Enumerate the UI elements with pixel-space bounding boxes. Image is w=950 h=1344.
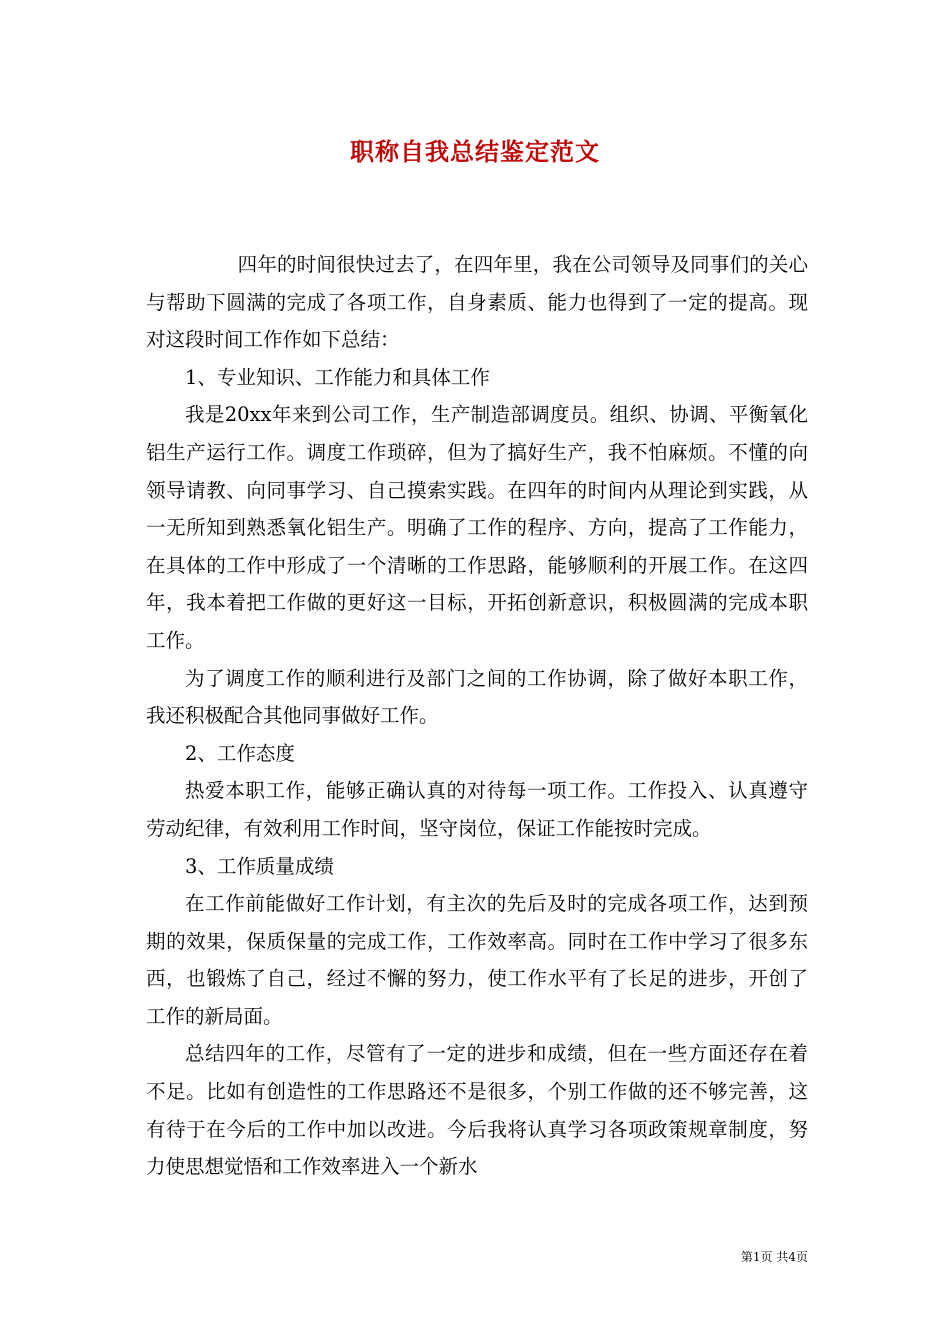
paragraph-coordination: 为了调度工作的顺利进行及部门之间的工作协调，除了做好本职工作，我还积极配合其他同事做好工作。 [146,666,808,728]
paragraph-attitude: 热爱本职工作，能够正确认真的对待每一项工作。工作投入、认真遵守劳动纪律，有效利用工作时间，坚守岗位，保证工作能按时完成。 [146,779,808,840]
paragraph-intro: 四年的时间很快过去了，在四年里，我在公司领导及同事们的关心与帮助下圆满的完成了各项工作，自身素质、能力也得到了一定的提高。现对这段时间工作作如下总结： [146,253,808,352]
paragraph-summary: 总结四年的工作，尽管有了一定的进步和成绩，但在一些方面还存在着不足。比如有创造性的工作思路还不是很多，个别工作做的还不够完善，这有待于在今后的工作中加以改进。今后我将认真学习各项政策规章制度，努力使思想觉悟和工作效率进入一个新水 [146,1042,808,1179]
document-title: 职称自我总结鉴定范文 [350,137,600,166]
section-heading-3: 3、工作质量成绩 [185,854,334,878]
page-number: 第1页 共4页 [740,1250,808,1264]
paragraph-work-description: 我是20xx年来到公司工作，生产制造部调度员。组织、协调、平衡氧化铝生产运行工作。调度工作琐碎，但为了搞好生产，我不怕麻烦。不懂的向领导请教、向同事学习、自己摸索实践。在四年的时间内从理论到实践，从一无所知到熟悉氧化铝生产。明确了工作的程序、方向，提高了工作能力，在具体的工作中形成了一个清晰的工作思路，能够顺利的开展工作。在这四年，我本着把工作做的更好这一目标，开拓创新意识，积极圆满的完成本职工作。 [146,403,808,652]
section-heading-1: 1、专业知识、工作能力和具体工作 [185,365,490,389]
document-body [146,246,808,1186]
paragraph-quality: 在工作前能做好工作计划，有主次的先后及时的完成各项工作，达到预期的效果，保质保量的完成工作，工作效率高。同时在工作中学习了很多东西，也锻炼了自己，经过不懈的努力，使工作水平有了长足的进步，开创了工作的新局面。 [146,892,808,1028]
section-heading-2: 2、工作态度 [185,741,295,765]
